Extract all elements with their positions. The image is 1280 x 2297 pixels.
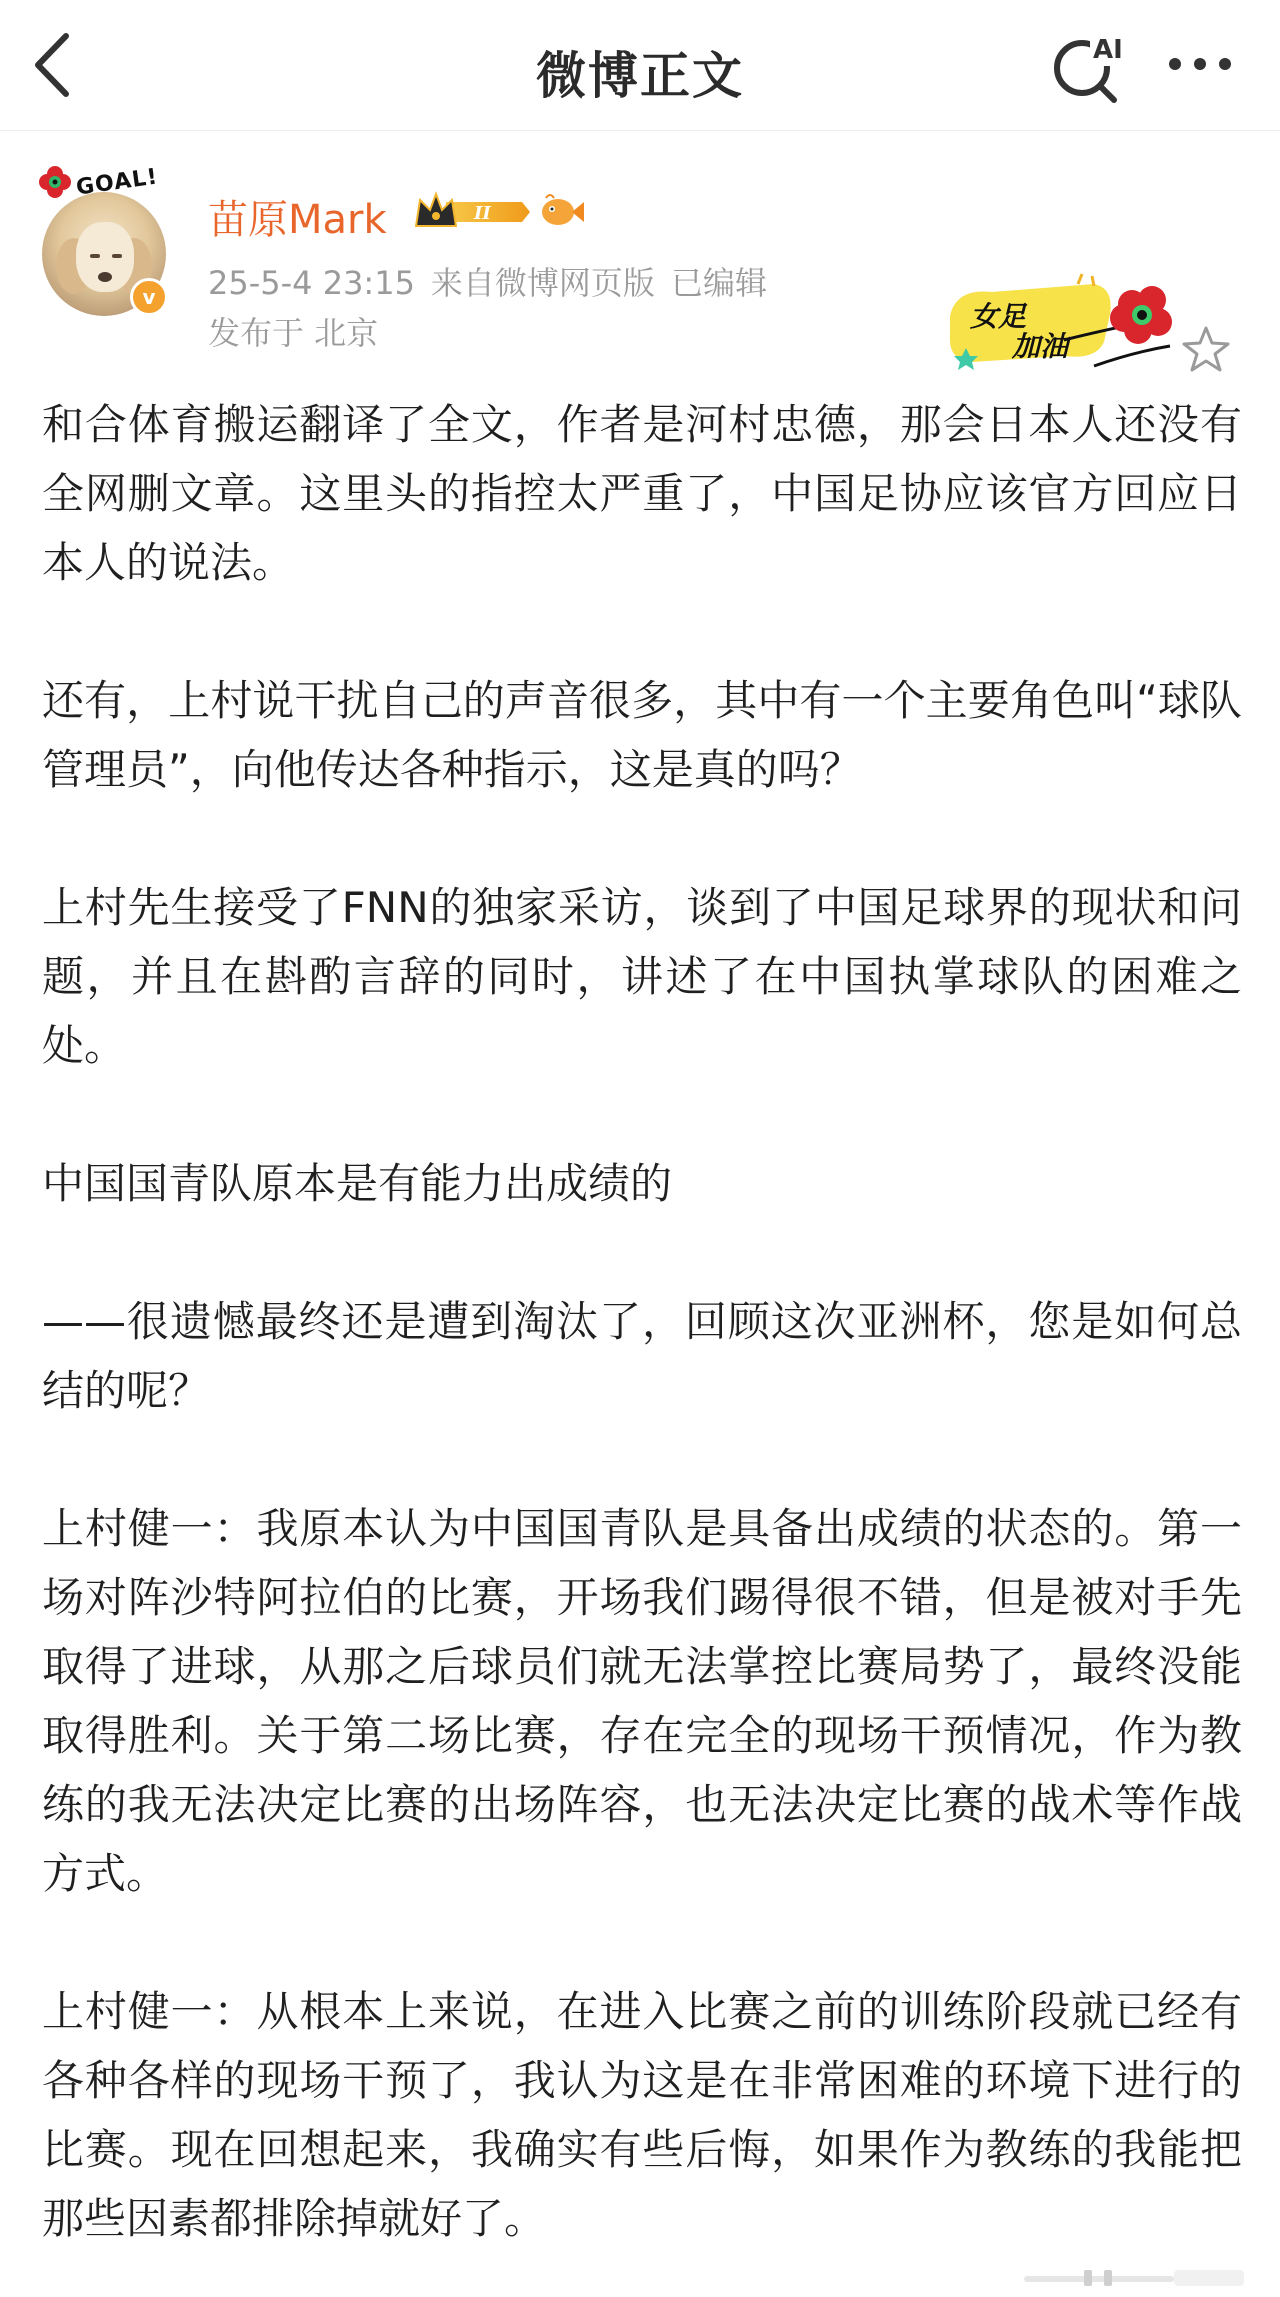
- star-outline-icon[interactable]: [1180, 324, 1232, 376]
- avatar-group[interactable]: [38, 160, 178, 309]
- page-title: 微博正文: [536, 47, 744, 105]
- fish-badge-icon[interactable]: [536, 192, 584, 232]
- post-paragraph: ——很遗憾最终还是遭到淘汰了，回顾这次亚洲杯，您是如何总结的呢？: [42, 1297, 1242, 1415]
- goal-text: GOAL!: [74, 163, 160, 201]
- sticker-text-1: 女足: [970, 300, 1027, 333]
- post-location: 发布于 北京: [208, 314, 379, 352]
- post-paragraph: 中国国青队原本是有能力出成绩的: [42, 1159, 673, 1208]
- top-nav-bar: [0, 0, 1280, 131]
- member-level-badge-icon[interactable]: [412, 188, 530, 236]
- post-source: 来自微博网页版: [430, 264, 655, 302]
- post-header: [0, 130, 1280, 363]
- verified-badge-icon: v: [130, 278, 168, 316]
- womens-football-sticker-icon: [944, 270, 1194, 380]
- post-paragraph: 上村健一：从根本上来说，在进入比赛之前的训练阶段就已经有各种各样的现场干预了，我认为这是在非常困难的环境下进行的比赛。现在回想起来，我确实有些后悔，如果作为教练的我能把那些因素都排除掉就好了。: [42, 1987, 1242, 2243]
- post-content: [42, 390, 1242, 2253]
- more-dots-icon[interactable]: [1165, 52, 1235, 76]
- sticker-text-2: 加油: [1012, 330, 1069, 363]
- level-badge-text: II: [474, 203, 491, 224]
- post-timestamp: 25-5-4 23:15: [208, 264, 415, 302]
- ai-search-icon[interactable]: [1050, 28, 1130, 104]
- goal-badge: [38, 160, 158, 204]
- post-paragraph: 上村健一：我原本认为中国国青队是具备出成绩的状态的。第一场对阵沙特阿拉伯的比赛，开场我们踢得很不错，但是被对手先取得了进球，从那之后球员们就无法掌控比赛局势了，最终没能取得胜利。关于第二场比赛，存在完全的现场干预情况，作为教练的我无法决定比赛的出场阵容，也无法决定比赛的战术等作战方式。: [42, 1504, 1242, 1898]
- flower-icon: [38, 165, 72, 199]
- ai-label: AI: [1093, 35, 1123, 65]
- post-paragraph: 还有，上村说干扰自己的声音很多，其中有一个主要角色叫“球队管理员”，向他传达各种指示，这是真的吗？: [42, 676, 1242, 794]
- page-indicator-icon: [1024, 2268, 1244, 2288]
- post-edited-label[interactable]: 已编辑: [670, 264, 767, 302]
- username[interactable]: 苗原Mark: [208, 197, 387, 243]
- post-paragraph: 和合体育搬运翻译了全文，作者是河村忠德，那会日本人还没有全网删文章。这里头的指控太严重了，中国足协应该官方回应日本人的说法。: [42, 400, 1242, 587]
- post-meta: [208, 258, 783, 304]
- post-paragraph: 上村先生接受了FNN的独家采访，谈到了中国足球界的现状和问题，并且在斟酌言辞的同时，讲述了在中国执掌球队的困难之处。: [42, 883, 1242, 1070]
